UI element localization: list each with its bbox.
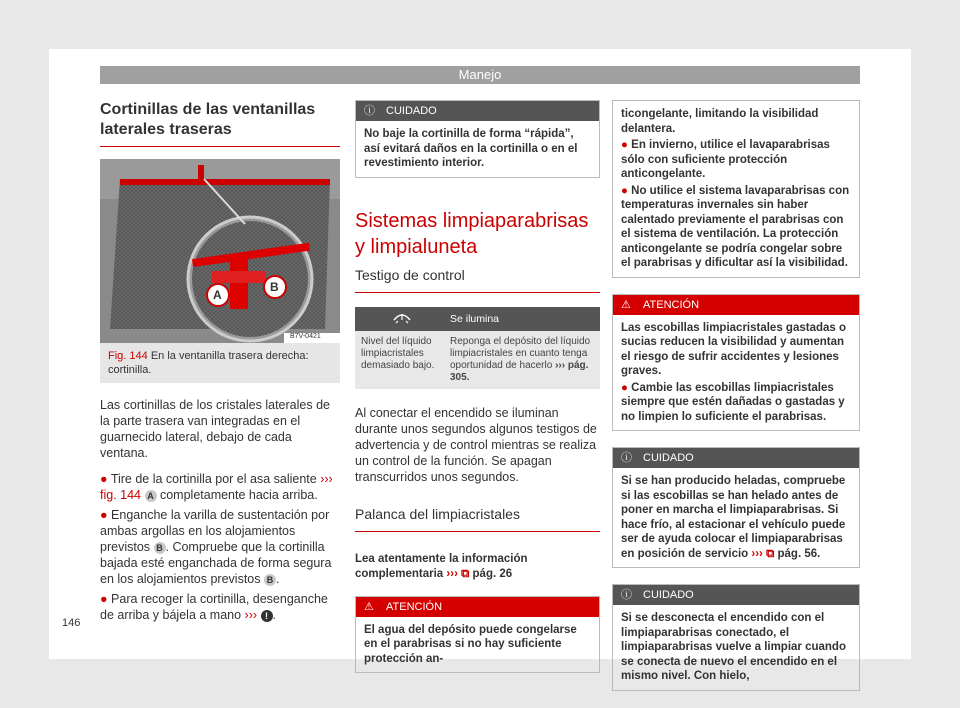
warning-triangle-icon: ⚠ [621,298,631,311]
marker-b-icon: B [154,542,166,554]
figure-caption [100,343,340,383]
table-cell: Nivel del líquido limpiacristales demasiado bajo. [355,331,444,389]
warning-continued [613,101,859,277]
figure-link[interactable]: ››› fig. 144 [100,472,333,502]
lead-label: Lea atentamente la información complementaria [355,552,528,580]
marker-b-icon: B [264,574,276,586]
caution-label: CUIDADO [643,589,694,601]
book-icon: ⧉ [766,547,775,560]
lead-text [355,552,600,582]
figure-code: B7V-0421 [290,333,321,340]
list-item [100,591,340,623]
figure-label-a: A [213,288,222,302]
blind-illustration [100,159,340,343]
indicator-table [355,307,600,389]
paragraph: Al conectar el encendido se iluminan durante unos segundos algunos testigos de advertencia y de control mientras se realiza un control de la función. Se apagan transcurridos unos segundos. [355,405,597,484]
warning-text: El agua del depósito puede congelarse en el parabrisas si no hay suficiente protección an- [364,623,577,665]
bullet-text: completamente hacia arriba. [156,488,318,502]
section-title: Sistemas limpiaparabrisas y limpialuneta [355,209,589,258]
caution-text: Si se han producido heladas, compruebe si las escobillas se han helado antes de poner en marcha el limpiaparabrisas. Si hace frío, al estacionar el vehículo puede ser de ayuda colocar el limpiaparabrisas en posición de servicio [621,475,846,560]
caution-box [355,100,600,178]
bullet-text: Cambie las escobillas limpiacristales siempre que estén dañadas o gastadas y no limpien lo suficiente el parabrisas. [621,381,845,423]
table-cell-text: Reponga el depósito del líquido limpiacristales en cuanto tenga oportunidad de hacerlo [450,335,591,371]
info-circle-icon: ⓘ [621,589,632,601]
column-right [612,100,860,707]
subsection-title: Palanca del limpiacristales [355,505,600,532]
bullet-icon: ● [100,508,108,522]
warning-label: ATENCIÓN [643,298,700,311]
warning-header [613,295,859,315]
warning-continued-box [612,100,860,278]
caution-label: CUIDADO [643,452,694,464]
bullet-text: Enganche la varilla de sustentación por ambas argollas en los alojamientos previstos [100,508,330,554]
list-item [100,507,340,587]
bullet-text: . [275,572,280,586]
caution-box [612,447,860,568]
column-left [100,100,340,623]
warning-label: ATENCIÓN [386,600,443,613]
marker-a-icon: A [145,490,157,502]
bullet-text: . [272,608,276,622]
page-header: Manejo [100,66,860,84]
warning-text: Las escobillas limpiacristales gastadas o sucias reducen la visibilidad y aumentan el riesgo de sufrir accidentes y lesiones graves. [621,321,846,377]
caution-body [613,468,859,567]
book-icon: ⧉ [461,567,470,580]
figure-caption-text: En la ventanilla trasera derecha: cortinilla. [108,350,309,376]
bullet-text: En invierno, utilice el lavaparabrisas sólo con suficiente protección anticongelante. [621,139,830,180]
bullet-icon: ● [100,472,108,486]
info-circle-icon: ⓘ [621,452,632,464]
warning-header [356,597,599,617]
warning-link[interactable]: ››› [244,608,261,622]
section-heading: Cortinillas de las ventanillas laterales traseras [100,100,340,147]
bullet-icon: ● [621,184,632,197]
bullet-icon: ● [621,139,632,151]
warning-box [612,294,860,432]
list-item [621,381,851,425]
figure-label-b: B [270,280,279,294]
figure-number: Fig. 144 [108,350,148,362]
table-cell [444,331,600,389]
subsection-title: Testigo de control [355,266,600,293]
bullet-text: No utilice el sistema lavaparabrisas con temperaturas invernales sin haber calentado previamente el parabrisas con el sistema de ventilación. La protección anticongelante se podría congelar sobre el parabrisas y dificultar así la visibilidad. [621,184,850,269]
caution-header [613,448,859,468]
page-number: 146 [62,617,81,629]
list-item [100,471,340,503]
bullet-icon: ● [100,592,108,606]
warning-body [613,315,859,431]
intro-paragraph: Las cortinillas de los cristales laterales de la parte trasera van integradas en el guarnecido lateral, debajo de cada ventana. [100,398,330,460]
column-middle [355,100,600,689]
bullet-text: . Compruebe que la cortinilla bajada esté enganchada de forma segura en los alojamientos previstos [100,540,332,586]
caution-text: Si se desconecta el encendido con el limpiaparabrisas conectado, el limpiaparabrisas vuelve a limpiar cuando se conecta de nuevo el encendido en el mismo nivel. Con hielo, [621,612,846,682]
page-link[interactable]: ››› [751,547,763,560]
caution-text: No baje la cortinilla de forma “rápida”, así evitará daños en la cortinilla o en el revestimiento interior. [364,128,578,169]
page-ref[interactable]: pág. 56. [777,547,821,560]
list-item [621,138,851,182]
list-item [621,184,851,271]
caution-label: CUIDADO [386,105,437,117]
caution-box [612,584,860,691]
bullet-icon: ● [621,381,632,394]
warning-box [355,596,600,674]
bullet-text: Para recoger la cortinilla, desenganche de arriba y bájela a mano [100,592,328,622]
warning-continued-text: ticongelante, limitando la visibilidad delantera. [621,108,819,135]
figure-window-blind [100,159,340,343]
caution-header [356,101,599,121]
caution-header [613,585,859,605]
lead-link[interactable]: ››› [446,567,458,580]
exclamation-icon: ! [261,610,273,622]
table-header: Se ilumina [444,307,600,331]
wiper-fluid-icon [355,307,444,331]
page-link[interactable]: ››› pág. 305. [450,359,589,383]
warning-triangle-icon: ⚠ [364,600,374,613]
bullet-text: Tire de la cortinilla por el asa saliente [110,472,321,486]
lead-page[interactable]: pág. 26 [472,567,513,580]
info-circle-icon: ⓘ [364,105,375,117]
